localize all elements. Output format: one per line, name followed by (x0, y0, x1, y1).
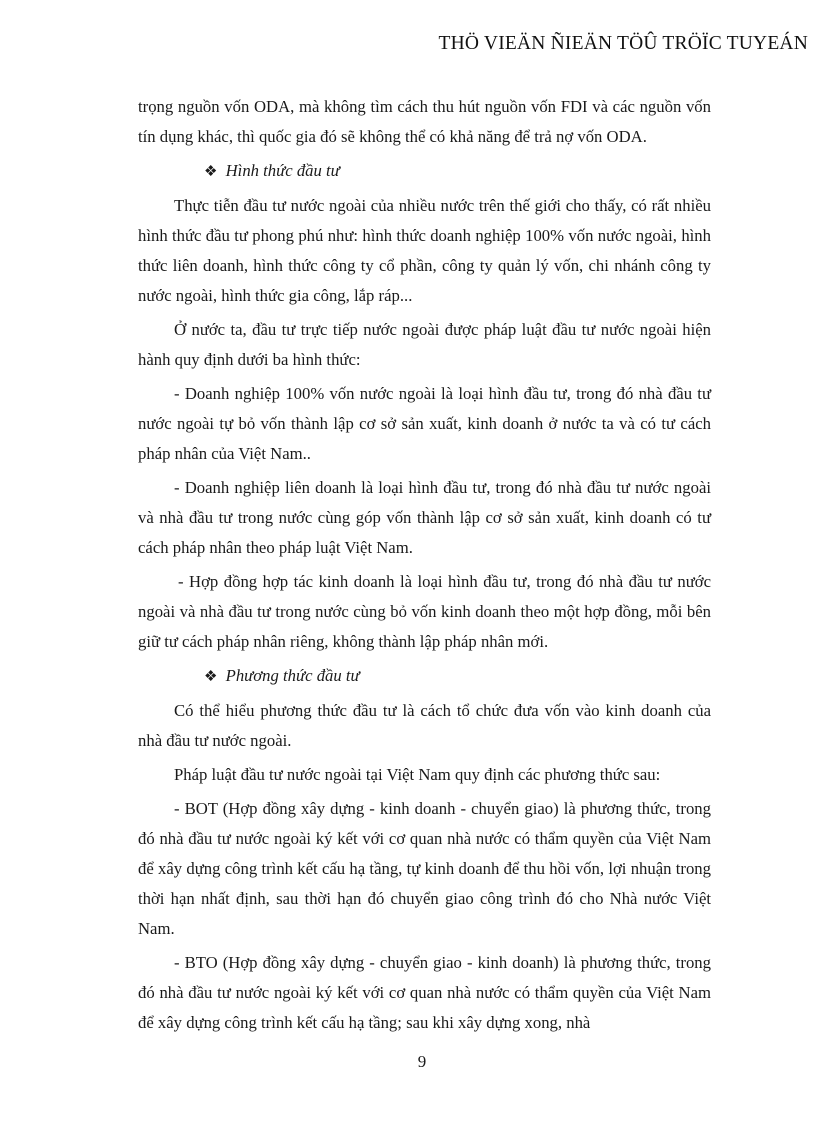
paragraph-business-cooperation-contract: - Hợp đồng hợp tác kinh doanh là loại hình đầu tư, trong đó nhà đầu tư nước ngoài và nhà đầu tư trong nước cùng bỏ vốn kinh doanh theo một hợp đồng, mỗi bên giữ tư cách pháp nhân riêng, không thành lập pháp nhân mới. (138, 572, 711, 651)
paragraph-methods-definition: Có thể hiểu phương thức đầu tư là cách tổ chức đưa vốn vào kinh doanh của nhà đầu tư nước ngoài. (138, 701, 711, 750)
section-heading-investment-methods (204, 661, 711, 692)
paragraph-bot: - BOT (Hợp đồng xây dựng - kinh doanh - chuyển giao) là phương thức, trong đó nhà đầu tư nước ngoài ký kết với cơ quan nhà nước có thẩm quyền của Việt Nam để xây dựng công trình kết cấu hạ tầng, tự kinh doanh để thu hồi vốn, lợi nhuận trong thời hạn nhất định, sau thời hạn đó chuyển giao công trình đó cho Nhà nước Việt Nam. (138, 799, 711, 938)
diamond-bullet-icon: ❖ (204, 164, 218, 180)
paragraph-methods-intro: Pháp luật đầu tư nước ngoài tại Việt Nam quy định các phương thức sau: (174, 765, 661, 784)
running-header: THÖ VIEÄN ÑIEÄN TÖÛ TRÖÏC TUYEÁN (438, 33, 808, 54)
paragraph-oda-continuation: trọng nguồn vốn ODA, mà không tìm cách thu hút nguồn vốn FDI và các nguồn vốn tín dụng khác, thì quốc gia đó sẽ không thể có khả năng để trả nợ vốn ODA. (138, 97, 711, 146)
document-body (138, 92, 711, 1042)
section-heading-text: Hình thức đầu tư (225, 161, 340, 180)
section-heading-text: Phương thức đầu tư (225, 666, 360, 685)
paragraph-joint-venture: - Doanh nghiệp liên doanh là loại hình đầu tư, trong đó nhà đầu tư nước ngoài và nhà đầu tư trong nước cùng góp vốn thành lập cơ sở sản xuất, kinh doanh có tư cách pháp nhân theo pháp luật Việt Nam. (138, 478, 711, 557)
page-number: 9 (417, 1052, 427, 1071)
diamond-bullet-icon: ❖ (204, 669, 218, 685)
section-heading-investment-forms (204, 156, 711, 187)
paragraph-vietnam-three-forms: Ở nước ta, đầu tư trực tiếp nước ngoài được pháp luật đầu tư nước ngoài hiện hành quy định dưới ba hình thức: (138, 320, 711, 369)
paragraph-investment-forms-overview: Thực tiễn đầu tư nước ngoài của nhiều nước trên thế giới cho thấy, có rất nhiều hình thức đầu tư phong phú như: hình thức doanh nghiệp 100% vốn nước ngoài, hình thức liên doanh, hình thức công ty cổ phần, công ty quản lý vốn, chi nhánh công ty nước ngoài, hình thức gia công, lắp ráp... (138, 196, 711, 305)
paragraph-bto: - BTO (Hợp đồng xây dựng - chuyển giao - kinh doanh) là phương thức, trong đó nhà đầu tư nước ngoài ký kết với cơ quan nhà nước có thẩm quyền của Việt Nam để xây dựng công trình kết cấu hạ tầng; sau khi xây dựng xong, nhà (138, 953, 711, 1032)
paragraph-100-percent-foreign: - Doanh nghiệp 100% vốn nước ngoài là loại hình đầu tư, trong đó nhà đầu tư nước ngoài tự bỏ vốn thành lập cơ sở sản xuất, kinh doanh ở nước ta và có tư cách pháp nhân của Việt Nam.. (138, 384, 711, 463)
